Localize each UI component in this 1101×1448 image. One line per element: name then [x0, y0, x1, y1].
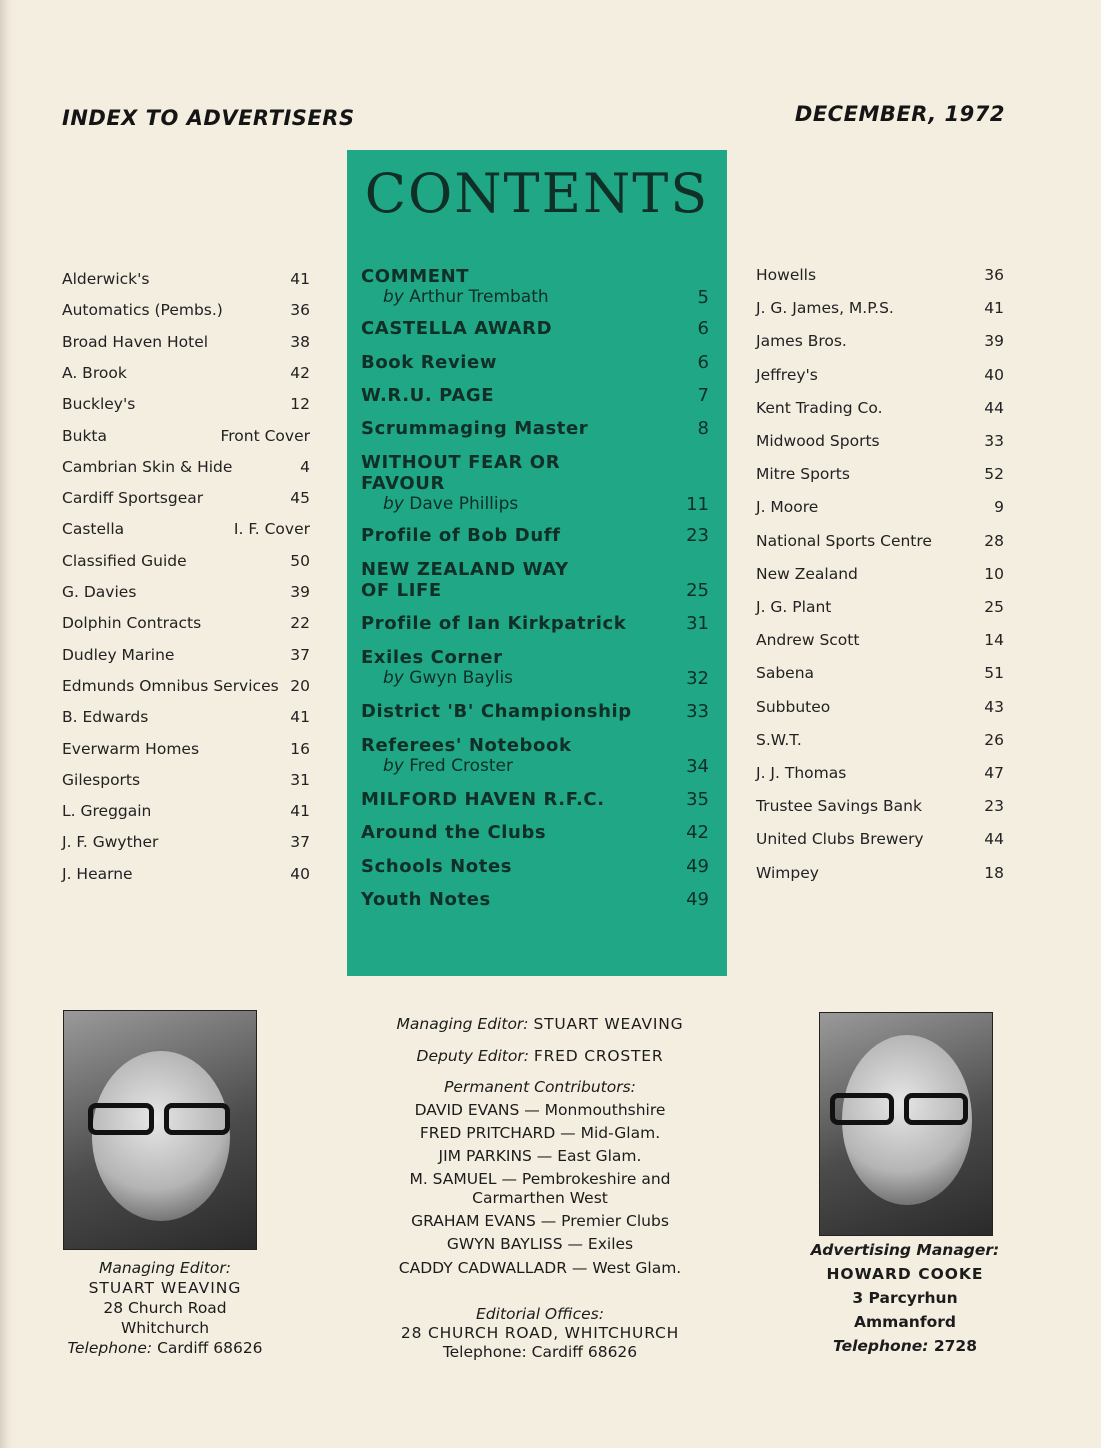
advertiser-row	[62, 427, 310, 445]
advertiser-page: 23	[984, 797, 1004, 816]
advertiser-row	[756, 399, 1004, 417]
contents-item	[361, 318, 709, 339]
advertiser-name: Everwarm Homes	[62, 739, 200, 758]
managing-editor-photo	[63, 1010, 257, 1250]
advertiser-row	[756, 299, 1004, 317]
managing-editor-line	[360, 1015, 720, 1033]
advertiser-page: 28	[984, 531, 1004, 550]
contents-item-page: 6	[697, 318, 709, 339]
advertiser-row	[62, 833, 310, 851]
advertiser-name: Andrew Scott	[756, 631, 860, 650]
advertiser-page: 36	[290, 301, 310, 320]
contents-item-title: Around the Clubs	[361, 822, 547, 843]
caption-role: Advertising Manager:	[810, 1241, 1000, 1259]
contents-item-title: Scrummaging Master	[361, 418, 589, 439]
contents-item-title-cont: FAVOUR	[361, 473, 445, 494]
advertiser-row	[756, 631, 1004, 649]
advertiser-name: L. Greggain	[62, 802, 152, 821]
phone-label: Telephone:	[833, 1337, 929, 1355]
contents-item-byline	[361, 287, 709, 308]
advertiser-page: 16	[290, 739, 310, 758]
advertiser-row	[62, 771, 310, 789]
contents-item	[361, 613, 709, 634]
advertiser-row	[62, 677, 310, 695]
advertiser-name: J. Hearne	[62, 864, 133, 883]
glasses-right-lens	[904, 1093, 968, 1125]
caption-phone	[50, 1338, 280, 1358]
byline-author: Dave Phillips	[409, 494, 519, 514]
advertiser-page: I. F. Cover	[233, 520, 310, 539]
advertiser-name: G. Davies	[62, 583, 137, 601]
contents-item	[361, 647, 709, 689]
advertiser-row	[756, 465, 1004, 483]
managing-editor-name: STUART WEAVING	[533, 1015, 684, 1033]
contents-item	[361, 418, 709, 439]
contributor-line: GRAHAM EVANS — Premier Clubs	[411, 1212, 669, 1230]
advertiser-name: New Zealand	[756, 564, 858, 583]
contents-item-page: 5	[697, 287, 709, 308]
advertiser-page: 10	[984, 564, 1004, 583]
contents-item-title: Referees' Notebook	[361, 735, 572, 756]
caption-address-2: Whitchurch	[120, 1319, 210, 1337]
advertiser-page: 20	[290, 676, 310, 695]
advertiser-name: Howells	[756, 266, 817, 284]
contents-item-title: COMMENT	[361, 266, 470, 287]
advertiser-page: 31	[290, 770, 310, 789]
contents-item-title: Exiles Corner	[361, 647, 503, 668]
advertiser-page: 26	[984, 730, 1004, 749]
advertiser-name: S.W.T.	[756, 730, 802, 749]
contributor-line: Carmarthen West	[472, 1189, 608, 1207]
advertiser-name: Sabena	[756, 664, 815, 683]
contents-item-title: NEW ZEALAND WAY	[361, 559, 569, 580]
advertising-manager-caption	[800, 1240, 1010, 1356]
advertiser-row	[756, 432, 1004, 450]
contents-item-page: 7	[697, 385, 709, 406]
offices-label: Editorial Offices:	[476, 1305, 604, 1323]
contents-item-title-cont: OF LIFE	[361, 580, 442, 601]
advertiser-name: Bukta	[62, 426, 108, 445]
deputy-editor-line	[360, 1047, 720, 1065]
advertiser-name: Alderwick's	[62, 270, 150, 288]
offices-phone: Telephone: Cardiff 68626	[442, 1343, 638, 1361]
contents-item	[361, 735, 709, 777]
advertiser-name: Subbuteo	[756, 697, 831, 716]
contents-item	[361, 525, 709, 546]
managing-editor-label: Managing Editor:	[396, 1015, 529, 1033]
contents-item	[361, 701, 709, 722]
contributor-line: GWYN BAYLISS — Exiles	[446, 1235, 634, 1253]
contents-item-page: 23	[686, 525, 709, 546]
advertiser-row	[62, 646, 310, 664]
advertiser-name: Kent Trading Co.	[756, 398, 883, 417]
glasses-left-lens	[830, 1093, 894, 1125]
contents-item-page: 34	[686, 756, 709, 777]
advertiser-row	[62, 708, 310, 726]
advertiser-row	[62, 520, 310, 538]
byline-prefix: by	[383, 287, 404, 307]
contents-item	[361, 889, 709, 910]
advertiser-row	[62, 552, 310, 570]
contents-item-title: Profile of Bob Duff	[361, 525, 561, 546]
advertiser-page: 39	[984, 332, 1004, 351]
contents-item	[361, 789, 709, 810]
advertiser-name: J. J. Thomas	[756, 764, 847, 782]
glasses-left-lens	[88, 1103, 154, 1135]
caption-address-1: 3 Parcyrhun	[852, 1289, 958, 1307]
byline-prefix: by	[383, 668, 404, 688]
advertiser-name: Automatics (Pembs.)	[62, 301, 223, 320]
advertiser-row	[756, 598, 1004, 616]
contents-item-title: District 'B' Championship	[361, 701, 632, 722]
byline-prefix: by	[383, 494, 404, 514]
contents-item-page: 33	[686, 701, 709, 722]
advertiser-page: 33	[984, 432, 1004, 450]
advertiser-row	[756, 565, 1004, 583]
advertiser-name: Cambrian Skin & Hide	[62, 457, 233, 476]
advertiser-page: 38	[290, 332, 310, 351]
contents-item-page: 49	[686, 889, 709, 910]
advertiser-row	[62, 301, 310, 319]
contents-item-title: W.R.U. PAGE	[361, 385, 495, 406]
contents-item-page: 49	[686, 856, 709, 877]
caption-phone	[800, 1336, 1010, 1356]
contributor-line: DAVID EVANS — Monmouthshire	[414, 1101, 666, 1119]
advertiser-row	[62, 802, 310, 820]
deputy-editor-label: Deputy Editor:	[416, 1047, 529, 1065]
advertiser-page: 41	[984, 299, 1004, 318]
advertiser-page: 42	[290, 363, 310, 382]
advertiser-row	[756, 664, 1004, 682]
contributor-line: FRED PRITCHARD — Mid-Glam.	[419, 1124, 661, 1142]
advertiser-name: United Clubs Brewery	[756, 830, 924, 849]
contents-item-page: 31	[686, 613, 709, 634]
advertiser-name: J. G. James, M.P.S.	[756, 299, 894, 318]
advertiser-name: Mitre Sports	[756, 465, 850, 484]
contents-item-title: Schools Notes	[361, 856, 513, 877]
advertiser-row	[756, 498, 1004, 516]
contents-item-byline	[361, 494, 709, 515]
advertiser-page: 37	[290, 645, 310, 664]
index-heading: INDEX TO ADVERTISERS	[62, 106, 355, 130]
advertiser-page: 36	[984, 266, 1004, 284]
contents-item	[361, 352, 709, 373]
contents-item-page: 8	[697, 418, 709, 439]
contents-item-title: CASTELLA AWARD	[361, 318, 553, 339]
caption-name: STUART WEAVING	[88, 1279, 242, 1297]
advertiser-row	[756, 864, 1004, 882]
advertiser-page: 9	[994, 498, 1004, 517]
advertiser-row	[62, 458, 310, 476]
advertiser-row	[62, 333, 310, 351]
contributor-line: JIM PARKINS — East Glam.	[438, 1147, 642, 1165]
contents-item-title: Youth Notes	[361, 889, 491, 910]
advertiser-row	[756, 332, 1004, 350]
advertiser-page: 51	[984, 664, 1004, 683]
advertiser-name: B. Edwards	[62, 708, 149, 727]
portrait-face	[92, 1051, 230, 1221]
contents-title: CONTENTS	[364, 162, 710, 225]
contributors-label: Permanent Contributors:	[444, 1078, 636, 1096]
phone-number: 2728	[933, 1337, 977, 1355]
advertiser-name: J. Moore	[756, 498, 819, 517]
page-binding-edge	[0, 0, 14, 1448]
glasses-right-lens	[164, 1103, 230, 1135]
contents-panel	[347, 150, 727, 976]
advertiser-page: Front Cover	[220, 426, 310, 445]
advertiser-page: 41	[290, 708, 310, 727]
advertiser-page: 44	[984, 830, 1004, 849]
advertiser-page: 52	[984, 465, 1004, 484]
advertiser-page: 25	[984, 598, 1004, 616]
caption-address-1: 28 Church Road	[103, 1299, 227, 1317]
offices-address: 28 CHURCH ROAD, WHITCHURCH	[400, 1324, 680, 1342]
advertiser-page: 41	[290, 270, 310, 288]
contributor-line: CADDY CADWALLADR — West Glam.	[398, 1259, 682, 1277]
contents-item	[361, 856, 709, 877]
contributor-line: M. SAMUEL — Pembrokeshire and	[409, 1170, 671, 1188]
advertiser-row	[756, 797, 1004, 815]
advertiser-name: Trustee Savings Bank	[756, 797, 922, 816]
advertiser-name: J. G. Plant	[756, 598, 832, 616]
contents-item-page: 42	[686, 822, 709, 843]
advertiser-row	[62, 614, 310, 632]
advertiser-page: 14	[984, 631, 1004, 650]
advertiser-page: 4	[300, 457, 310, 476]
caption-role: Managing Editor:	[98, 1259, 232, 1277]
advertiser-row	[62, 740, 310, 758]
advertiser-name: National Sports Centre	[756, 531, 932, 550]
advertising-manager-photo	[819, 1012, 993, 1236]
advertiser-row	[62, 395, 310, 413]
advertiser-row	[62, 489, 310, 507]
contents-item	[361, 385, 709, 406]
managing-editor-caption	[50, 1258, 280, 1358]
contents-item-page: 6	[697, 352, 709, 373]
advertiser-name: Castella	[62, 520, 125, 539]
advertiser-row	[756, 830, 1004, 848]
advertiser-name: Edmunds Omnibus Services	[62, 676, 279, 695]
advertiser-row	[62, 364, 310, 382]
advertiser-name: Cardiff Sportsgear	[62, 489, 204, 508]
advertiser-row	[62, 270, 310, 288]
caption-name: HOWARD COOKE	[826, 1265, 984, 1283]
phone-number: Cardiff 68626	[157, 1339, 263, 1357]
advertiser-page: 47	[984, 764, 1004, 782]
advertiser-page: 22	[290, 614, 310, 633]
advertiser-row	[756, 764, 1004, 782]
byline-author: Fred Croster	[409, 756, 513, 776]
advertiser-name: Midwood Sports	[756, 432, 880, 450]
contents-item	[361, 452, 709, 515]
contents-item	[361, 266, 709, 308]
advertiser-page: 50	[290, 551, 310, 570]
advertiser-page: 40	[984, 365, 1004, 384]
advertiser-name: Classified Guide	[62, 551, 187, 570]
contents-item-page: 25	[686, 580, 709, 601]
advertiser-page: 12	[290, 395, 310, 414]
advertiser-page: 43	[984, 697, 1004, 716]
caption-address-2: Ammanford	[854, 1313, 956, 1331]
advertiser-page: 37	[290, 833, 310, 852]
byline-prefix: by	[383, 756, 404, 776]
contents-item-title: MILFORD HAVEN R.F.C.	[361, 789, 605, 810]
advertiser-row	[756, 731, 1004, 749]
contents-item-title: Profile of Ian Kirkpatrick	[361, 613, 627, 634]
advertiser-page: 39	[290, 583, 310, 601]
advertiser-row	[756, 366, 1004, 384]
byline-author: Arthur Trembath	[409, 287, 549, 307]
advertiser-row	[756, 532, 1004, 550]
contents-item-byline	[361, 756, 709, 777]
contents-item	[361, 559, 709, 601]
issue-date: DECEMBER, 1972	[794, 102, 1005, 126]
advertiser-row	[756, 698, 1004, 716]
advertiser-page: 45	[290, 489, 310, 508]
contents-item-title: WITHOUT FEAR OR	[361, 452, 561, 473]
advertiser-name: James Bros.	[756, 332, 847, 351]
contents-item	[361, 822, 709, 843]
advertiser-name: A. Brook	[62, 363, 127, 382]
advertiser-row	[62, 583, 310, 601]
contents-item-byline	[361, 668, 709, 689]
contents-item-page: 32	[686, 668, 709, 689]
advertiser-name: Jeffrey's	[756, 365, 818, 384]
advertiser-name: J. F. Gwyther	[62, 833, 159, 852]
advertiser-row	[756, 266, 1004, 284]
advertiser-row	[62, 865, 310, 883]
advertiser-page: 41	[290, 802, 310, 821]
contents-item-page: 11	[686, 494, 709, 515]
advertiser-page: 18	[984, 863, 1004, 882]
contents-item-page: 35	[686, 789, 709, 810]
advertiser-name: Dudley Marine	[62, 645, 175, 664]
advertiser-page: 44	[984, 398, 1004, 417]
advertiser-name: Wimpey	[756, 863, 819, 882]
advertiser-name: Dolphin Contracts	[62, 614, 202, 633]
deputy-editor-name: FRED CROSTER	[533, 1047, 664, 1065]
advertiser-name: Buckley's	[62, 395, 136, 414]
advertiser-page: 40	[290, 864, 310, 883]
advertiser-name: Broad Haven Hotel	[62, 332, 209, 351]
advertiser-name: Gilesports	[62, 770, 141, 789]
phone-label: Telephone:	[67, 1339, 153, 1357]
byline-author: Gwyn Baylis	[409, 668, 514, 688]
contents-item-title: Book Review	[361, 352, 498, 373]
